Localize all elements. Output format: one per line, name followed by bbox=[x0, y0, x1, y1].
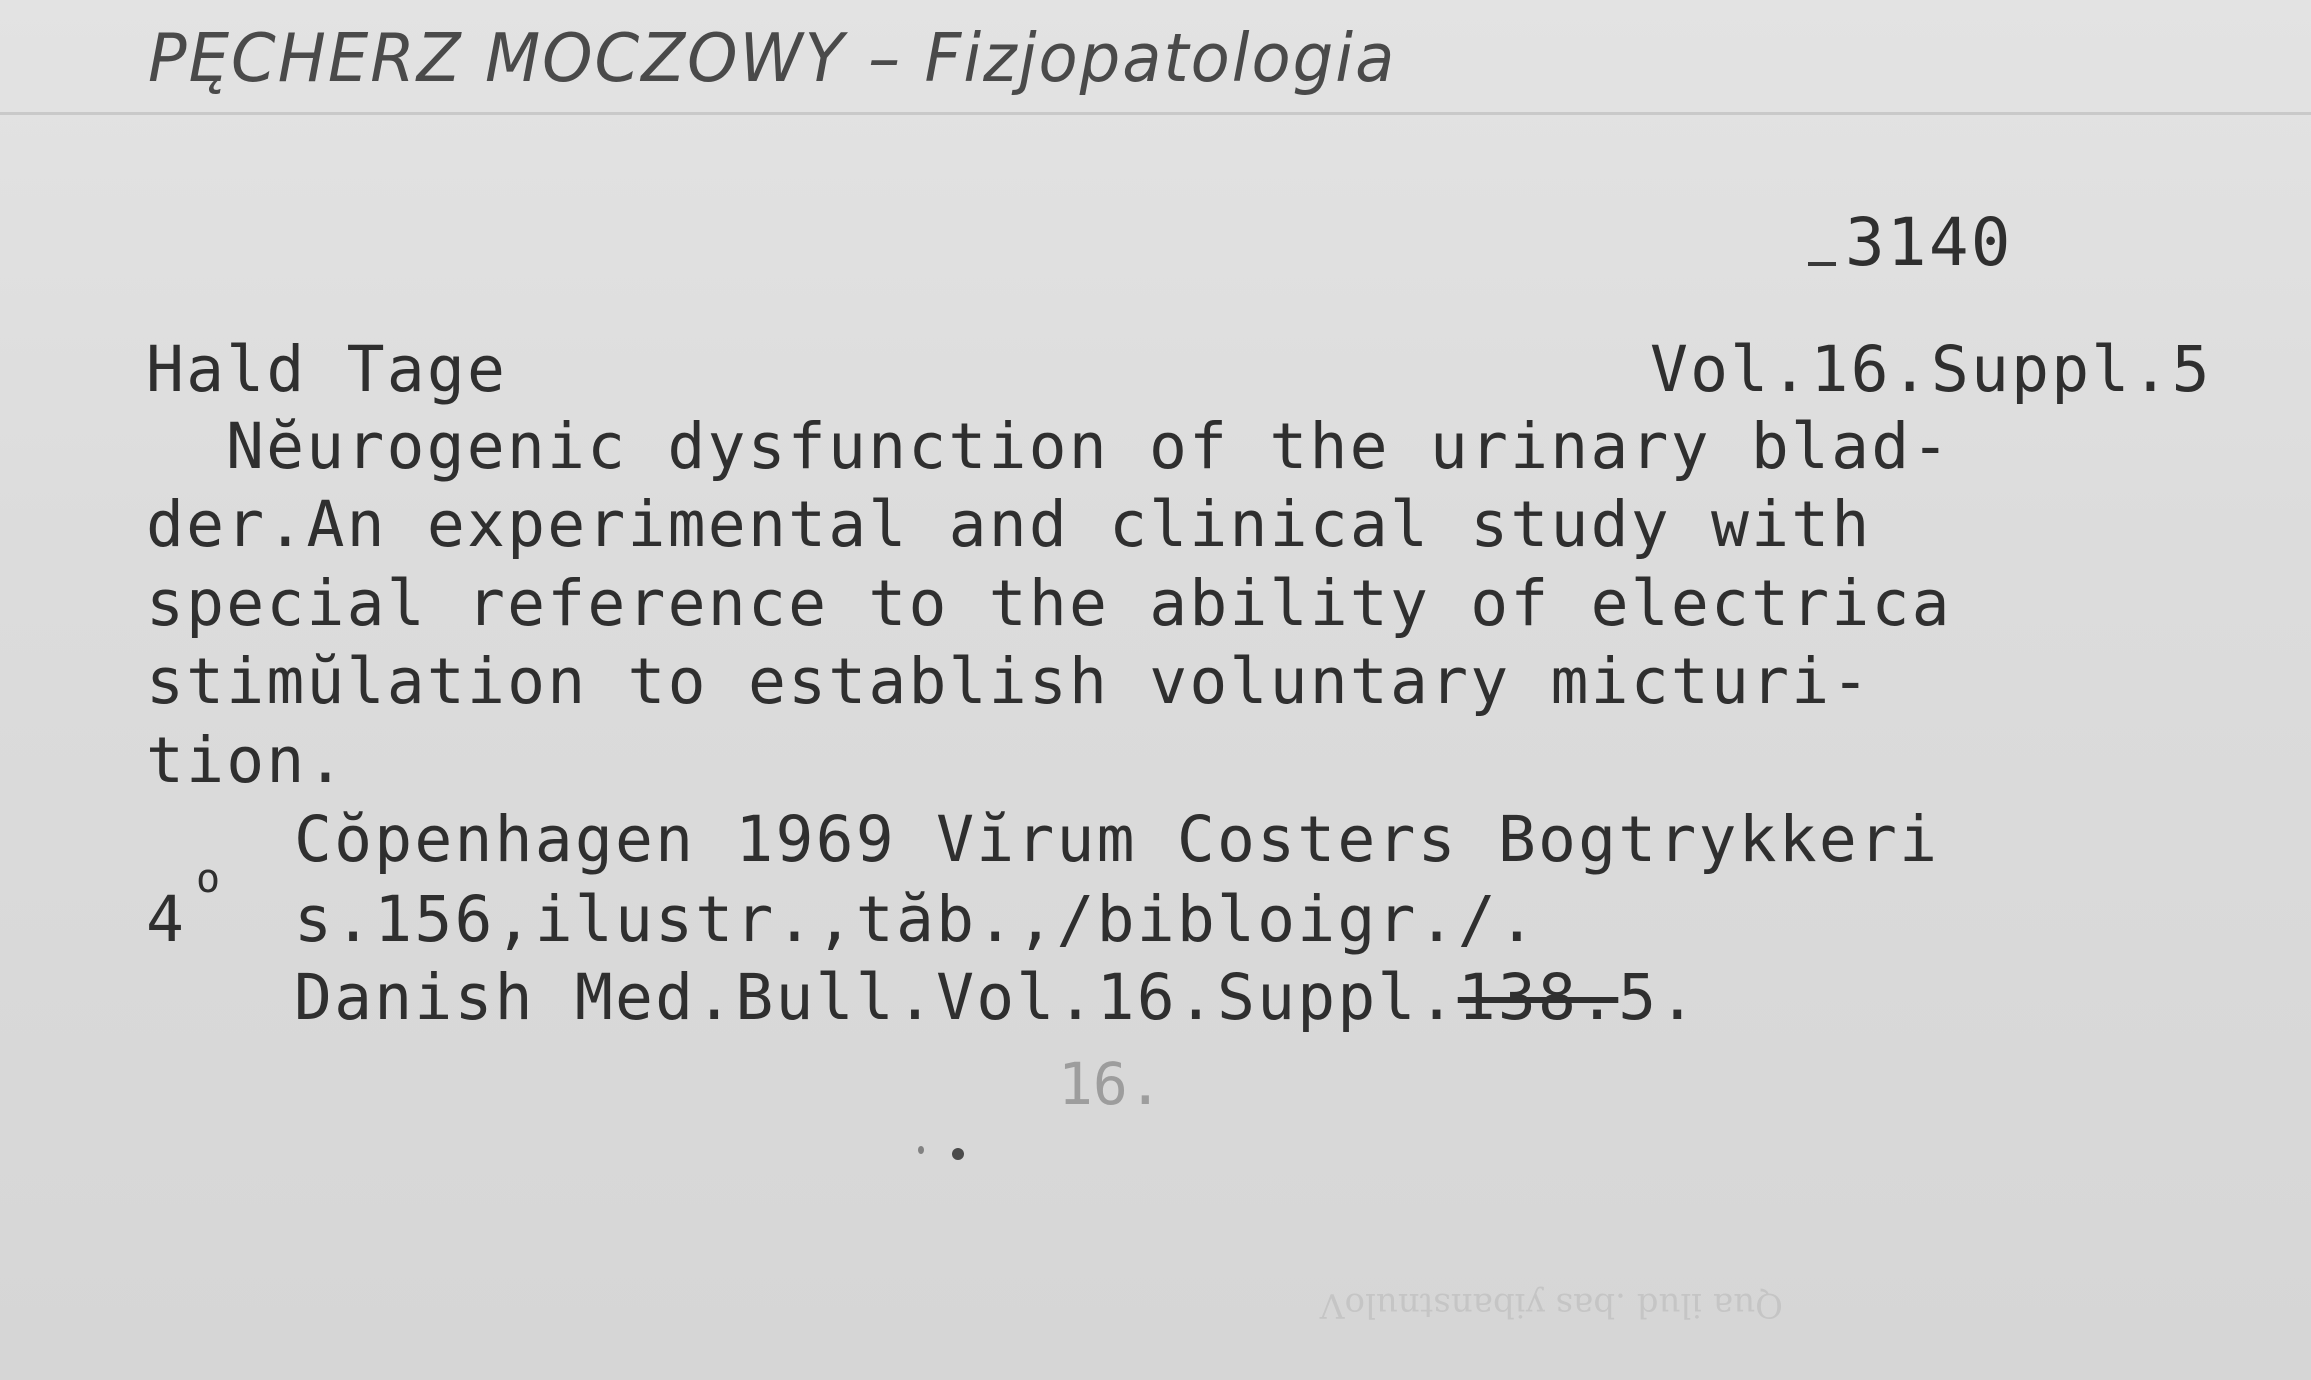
collation-line: s.156,ilustr.,tăb.,/bibloigr./. bbox=[294, 883, 1539, 956]
call-number-mark bbox=[1808, 262, 1836, 266]
title-line-3: special reference to the ability of electrica bbox=[146, 567, 1952, 640]
subject-heading: PĘCHERZ MOCZOWY – Fizjopatologia bbox=[148, 20, 1397, 98]
ink-dot bbox=[952, 1148, 964, 1160]
series-suffix: 5. bbox=[1618, 961, 1699, 1034]
series-line bbox=[294, 961, 1699, 1034]
title-line-5: tion. bbox=[146, 724, 347, 797]
series-prefix: Danish Med.Bull.Vol.16.Suppl. bbox=[294, 961, 1458, 1034]
call-number: 3140 bbox=[1845, 204, 2013, 281]
author-name: Hald Tage bbox=[146, 333, 508, 406]
ruled-line-top bbox=[0, 112, 2311, 115]
imprint-line: Cŏpenhagen 1969 Vĭrum Costers Bogtrykkeri bbox=[294, 803, 1940, 876]
bleed-through-text: Qua ilud .bas yibanstnuloV bbox=[1320, 1285, 1783, 1325]
series-struck-number: 138. bbox=[1457, 961, 1619, 1034]
ink-dot bbox=[918, 1146, 924, 1154]
volume-reference: Vol.16.Suppl.5 bbox=[1650, 333, 2212, 406]
format-degree: o bbox=[196, 856, 221, 902]
title-line-1: Nĕurogenic dysfunction of the urinary blad- bbox=[226, 410, 1952, 483]
title-line-4: stimŭlation to establish voluntary micturi- bbox=[146, 645, 1872, 718]
title-line-2: der.An experimental and clinical study with bbox=[146, 488, 1872, 561]
correction-mark: 16. bbox=[1058, 1050, 1163, 1118]
format-size: 4 bbox=[146, 883, 187, 956]
